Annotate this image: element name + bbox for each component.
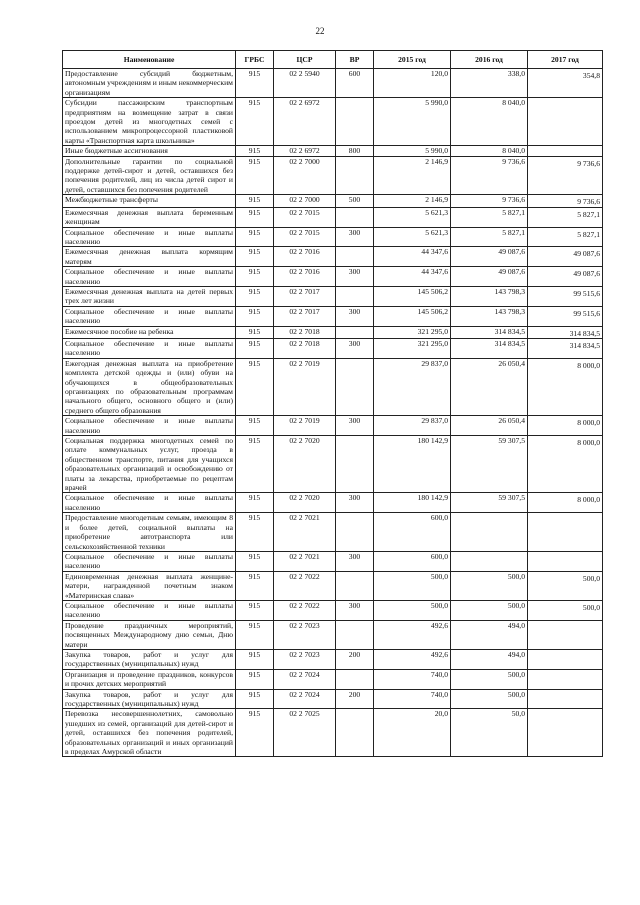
row-vr: 300 (336, 267, 374, 287)
row-value-2016: 26 050,4 (451, 416, 528, 436)
row-value-2017: 500,0 (528, 600, 603, 620)
row-value-2017 (528, 551, 603, 571)
row-vr (336, 709, 374, 757)
row-value-2016: 314 834,5 (451, 326, 528, 338)
row-name: Социальное обеспечение и иные выплаты населению (63, 551, 236, 571)
row-name: Социальное обеспечение и иные выплаты населению (63, 416, 236, 436)
row-value-2016: 50,0 (451, 709, 528, 757)
row-value-2016: 143 798,3 (451, 286, 528, 306)
row-value-2015: 180 142,9 (374, 493, 451, 513)
row-csr: 02 2 7017 (274, 306, 336, 326)
table-row (63, 338, 603, 358)
row-value-2017: 314 834,5 (528, 326, 603, 338)
row-value-2015: 500,0 (374, 600, 451, 620)
row-name: Социальное обеспечение и иные выплаты населению (63, 338, 236, 358)
row-value-2015: 740,0 (374, 689, 451, 709)
row-csr: 02 2 7022 (274, 600, 336, 620)
row-name: Перевозка несовершеннолетних, самовольно ушедших из семей, организаций для детей-сирот и детей, оставшихся без попечения родителей, образовательных организаций и иных организаций в пределах Амурской области (63, 709, 236, 757)
row-value-2015: 321 295,0 (374, 326, 451, 338)
row-csr: 02 2 7021 (274, 513, 336, 552)
row-name: Субсидии пассажирским транспортным предприятиям на возмещение затрат в связи проездом детей из многодетных семей с использованием микропроцессорной пластиковой карты «Транспортная карта школьника» (63, 98, 236, 146)
row-value-2015: 2 146,9 (374, 156, 451, 195)
row-value-2017: 9 736,6 (528, 156, 603, 195)
row-vr (336, 247, 374, 267)
table-row (63, 513, 603, 552)
row-value-2015: 29 837,0 (374, 358, 451, 415)
row-value-2015: 44 347,6 (374, 267, 451, 287)
row-value-2017 (528, 669, 603, 689)
table-row (63, 306, 603, 326)
table-row (63, 551, 603, 571)
row-csr: 02 2 7020 (274, 436, 336, 493)
table-row (63, 247, 603, 267)
header-2017: 2017 год (528, 51, 603, 69)
table-row (63, 326, 603, 338)
row-name: Закупка товаров, работ и услуг для государственных (муниципальных) нужд (63, 689, 236, 709)
row-vr (336, 286, 374, 306)
table-row (63, 146, 603, 156)
row-vr: 300 (336, 306, 374, 326)
row-vr (336, 156, 374, 195)
row-grbs: 915 (236, 513, 274, 552)
row-grbs: 915 (236, 156, 274, 195)
row-grbs: 915 (236, 326, 274, 338)
row-vr (336, 571, 374, 600)
row-csr: 02 2 7000 (274, 195, 336, 207)
row-value-2016: 143 798,3 (451, 306, 528, 326)
row-value-2017: 49 087,6 (528, 247, 603, 267)
row-value-2016: 500,0 (451, 571, 528, 600)
row-name: Ежемесячная денежная выплата кормящим матерям (63, 247, 236, 267)
row-csr: 02 2 7015 (274, 207, 336, 227)
row-grbs: 915 (236, 649, 274, 669)
row-value-2015: 492,6 (374, 620, 451, 649)
row-name: Ежемесячная денежная выплата беременным женщинам (63, 207, 236, 227)
table-row (63, 600, 603, 620)
row-csr: 02 2 7016 (274, 267, 336, 287)
row-name: Единовременная денежная выплата женщине-матери, награжденной почетным знаком «Материнская слава» (63, 571, 236, 600)
row-csr: 02 2 7024 (274, 669, 336, 689)
row-vr: 300 (336, 600, 374, 620)
row-value-2016: 26 050,4 (451, 358, 528, 415)
row-value-2015: 120,0 (374, 69, 451, 98)
row-value-2016: 5 827,1 (451, 227, 528, 247)
row-grbs: 915 (236, 689, 274, 709)
row-value-2016: 5 827,1 (451, 207, 528, 227)
row-vr: 300 (336, 416, 374, 436)
table-row (63, 649, 603, 669)
row-vr: 200 (336, 649, 374, 669)
row-grbs: 915 (236, 620, 274, 649)
row-csr: 02 2 6972 (274, 98, 336, 146)
row-vr (336, 669, 374, 689)
row-grbs: 915 (236, 69, 274, 98)
row-value-2017: 49 087,6 (528, 267, 603, 287)
row-name: Иные бюджетные ассигнования (63, 146, 236, 156)
row-value-2017: 500,0 (528, 571, 603, 600)
row-csr: 02 2 7024 (274, 689, 336, 709)
table-row (63, 436, 603, 493)
row-vr (336, 358, 374, 415)
row-value-2015: 600,0 (374, 513, 451, 552)
row-value-2016: 9 736,6 (451, 195, 528, 207)
row-name: Ежемесячная денежная выплата на детей первых трех лет жизни (63, 286, 236, 306)
row-csr: 02 2 7021 (274, 551, 336, 571)
row-value-2015: 44 347,6 (374, 247, 451, 267)
row-grbs: 915 (236, 600, 274, 620)
row-value-2016: 494,0 (451, 620, 528, 649)
row-vr (336, 98, 374, 146)
row-name: Предоставление субсидий бюджетным, автономным учреждениям и иным некоммерческим организациям (63, 69, 236, 98)
row-value-2015: 740,0 (374, 669, 451, 689)
row-csr: 02 2 7025 (274, 709, 336, 757)
row-value-2016: 314 834,5 (451, 338, 528, 358)
row-grbs: 915 (236, 669, 274, 689)
row-grbs: 915 (236, 338, 274, 358)
row-grbs: 915 (236, 98, 274, 146)
row-value-2017: 9 736,6 (528, 195, 603, 207)
row-name: Дополнительные гарантии по социальной поддержке детей-сирот и детей, оставшихся без попечения родителей, лиц из числа детей сирот и детей, оставшихся без попечения родителей (63, 156, 236, 195)
row-value-2016: 49 087,6 (451, 267, 528, 287)
row-vr: 300 (336, 338, 374, 358)
row-csr: 02 2 7017 (274, 286, 336, 306)
row-name: Закупка товаров, работ и услуг для государственных (муниципальных) нужд (63, 649, 236, 669)
row-value-2016 (451, 513, 528, 552)
row-name: Социальное обеспечение и иные выплаты населению (63, 306, 236, 326)
row-csr: 02 2 7022 (274, 571, 336, 600)
page-number: 22 (315, 26, 325, 36)
row-csr: 02 2 7015 (274, 227, 336, 247)
row-name: Социальная поддержка многодетных семей по оплате коммунальных услуг, проезда в общественном транспорте, питания для учащихся образовательных организаций и освобождению от платы за лекарства, приобретаемые по рецептам врачей (63, 436, 236, 493)
row-value-2015: 180 142,9 (374, 436, 451, 493)
table-row (63, 689, 603, 709)
row-vr: 200 (336, 689, 374, 709)
row-value-2015: 2 146,9 (374, 195, 451, 207)
row-grbs: 915 (236, 286, 274, 306)
table-row (63, 195, 603, 207)
row-value-2015: 492,6 (374, 649, 451, 669)
header-vr: ВР (336, 51, 374, 69)
row-value-2016: 49 087,6 (451, 247, 528, 267)
row-vr (336, 436, 374, 493)
row-value-2017: 8 000,0 (528, 436, 603, 493)
row-value-2016: 8 040,0 (451, 146, 528, 156)
table-row (63, 207, 603, 227)
row-value-2016 (451, 551, 528, 571)
row-csr: 02 2 7019 (274, 358, 336, 415)
header-2016: 2016 год (451, 51, 528, 69)
row-grbs: 915 (236, 551, 274, 571)
row-value-2015: 600,0 (374, 551, 451, 571)
row-vr: 600 (336, 69, 374, 98)
row-name: Ежегодная денежная выплата на приобретение комплекта детской одежды и (или) обуви на обучающихся в общеобразовательных организациях по образовательным программам начального общего, основного общего и (или) среднего общего образования (63, 358, 236, 415)
table-row (63, 227, 603, 247)
row-grbs: 915 (236, 195, 274, 207)
row-grbs: 915 (236, 306, 274, 326)
row-csr: 02 2 5940 (274, 69, 336, 98)
table-row (63, 358, 603, 415)
row-value-2016: 59 307,5 (451, 436, 528, 493)
row-value-2017: 5 827,1 (528, 207, 603, 227)
row-grbs: 915 (236, 416, 274, 436)
row-value-2017 (528, 620, 603, 649)
row-value-2015: 20,0 (374, 709, 451, 757)
row-value-2016: 500,0 (451, 689, 528, 709)
row-name: Ежемесячное пособие на ребенка (63, 326, 236, 338)
row-grbs: 915 (236, 571, 274, 600)
budget-table (62, 50, 603, 757)
row-value-2015: 29 837,0 (374, 416, 451, 436)
row-name: Социальное обеспечение и иные выплаты населению (63, 493, 236, 513)
row-value-2016: 9 736,6 (451, 156, 528, 195)
row-value-2015: 145 506,2 (374, 306, 451, 326)
table-row (63, 571, 603, 600)
row-vr (336, 207, 374, 227)
row-name: Проведение праздничных мероприятий, посвященных Международному дню семьи, Дню матери (63, 620, 236, 649)
header-2015: 2015 год (374, 51, 451, 69)
row-value-2015: 5 990,0 (374, 146, 451, 156)
row-value-2017 (528, 146, 603, 156)
table-row (63, 620, 603, 649)
table-header-row (63, 51, 603, 69)
header-name: Наименование (63, 51, 236, 69)
row-csr: 02 2 7000 (274, 156, 336, 195)
row-value-2017: 99 515,6 (528, 306, 603, 326)
row-value-2015: 145 506,2 (374, 286, 451, 306)
row-vr: 300 (336, 493, 374, 513)
row-grbs: 915 (236, 267, 274, 287)
row-vr: 300 (336, 227, 374, 247)
row-csr: 02 2 7023 (274, 649, 336, 669)
row-value-2017 (528, 513, 603, 552)
row-name: Социальное обеспечение и иные выплаты населению (63, 600, 236, 620)
row-csr: 02 2 7023 (274, 620, 336, 649)
row-grbs: 915 (236, 709, 274, 757)
table-row (63, 669, 603, 689)
row-grbs: 915 (236, 436, 274, 493)
row-grbs: 915 (236, 146, 274, 156)
row-value-2015: 5 621,3 (374, 227, 451, 247)
row-value-2015: 5 990,0 (374, 98, 451, 146)
row-csr: 02 2 7019 (274, 416, 336, 436)
row-csr: 02 2 7016 (274, 247, 336, 267)
row-value-2017 (528, 98, 603, 146)
row-vr: 300 (336, 551, 374, 571)
row-grbs: 915 (236, 247, 274, 267)
table-row (63, 416, 603, 436)
row-name: Межбюджетные трансферты (63, 195, 236, 207)
row-value-2017: 5 827,1 (528, 227, 603, 247)
row-vr (336, 326, 374, 338)
row-name: Социальное обеспечение и иные выплаты населению (63, 227, 236, 247)
row-csr: 02 2 6972 (274, 146, 336, 156)
row-grbs: 915 (236, 207, 274, 227)
row-value-2016: 500,0 (451, 600, 528, 620)
table-row (63, 98, 603, 146)
row-vr: 500 (336, 195, 374, 207)
header-grbs: ГРБС (236, 51, 274, 69)
row-grbs: 915 (236, 493, 274, 513)
row-value-2015: 500,0 (374, 571, 451, 600)
row-value-2015: 5 621,3 (374, 207, 451, 227)
row-csr: 02 2 7020 (274, 493, 336, 513)
row-csr: 02 2 7018 (274, 326, 336, 338)
row-value-2017 (528, 709, 603, 757)
row-value-2017 (528, 649, 603, 669)
row-vr (336, 513, 374, 552)
row-name: Организация и проведение праздников, конкурсов и прочих детских мероприятий (63, 669, 236, 689)
row-value-2017: 8 000,0 (528, 493, 603, 513)
row-value-2016: 8 040,0 (451, 98, 528, 146)
row-value-2017: 99 515,6 (528, 286, 603, 306)
row-value-2017 (528, 689, 603, 709)
row-value-2017: 8 000,0 (528, 416, 603, 436)
row-value-2017: 8 000,0 (528, 358, 603, 415)
table-row (63, 709, 603, 757)
table-row (63, 267, 603, 287)
row-vr (336, 620, 374, 649)
row-value-2016: 59 307,5 (451, 493, 528, 513)
table-row (63, 69, 603, 98)
row-grbs: 915 (236, 227, 274, 247)
table-row (63, 493, 603, 513)
row-name: Предоставление многодетным семьям, имеющим 8 и более детей, социальной выплаты на приобретение автотранспорта или сельскохозяйственной техники (63, 513, 236, 552)
row-value-2017: 354,8 (528, 69, 603, 98)
row-name: Социальное обеспечение и иные выплаты населению (63, 267, 236, 287)
row-vr: 800 (336, 146, 374, 156)
table-row (63, 156, 603, 195)
row-value-2015: 321 295,0 (374, 338, 451, 358)
header-csr: ЦСР (274, 51, 336, 69)
row-csr: 02 2 7018 (274, 338, 336, 358)
table-row (63, 286, 603, 306)
row-value-2016: 500,0 (451, 669, 528, 689)
row-value-2016: 338,0 (451, 69, 528, 98)
row-value-2016: 494,0 (451, 649, 528, 669)
row-value-2017: 314 834,5 (528, 338, 603, 358)
row-grbs: 915 (236, 358, 274, 415)
